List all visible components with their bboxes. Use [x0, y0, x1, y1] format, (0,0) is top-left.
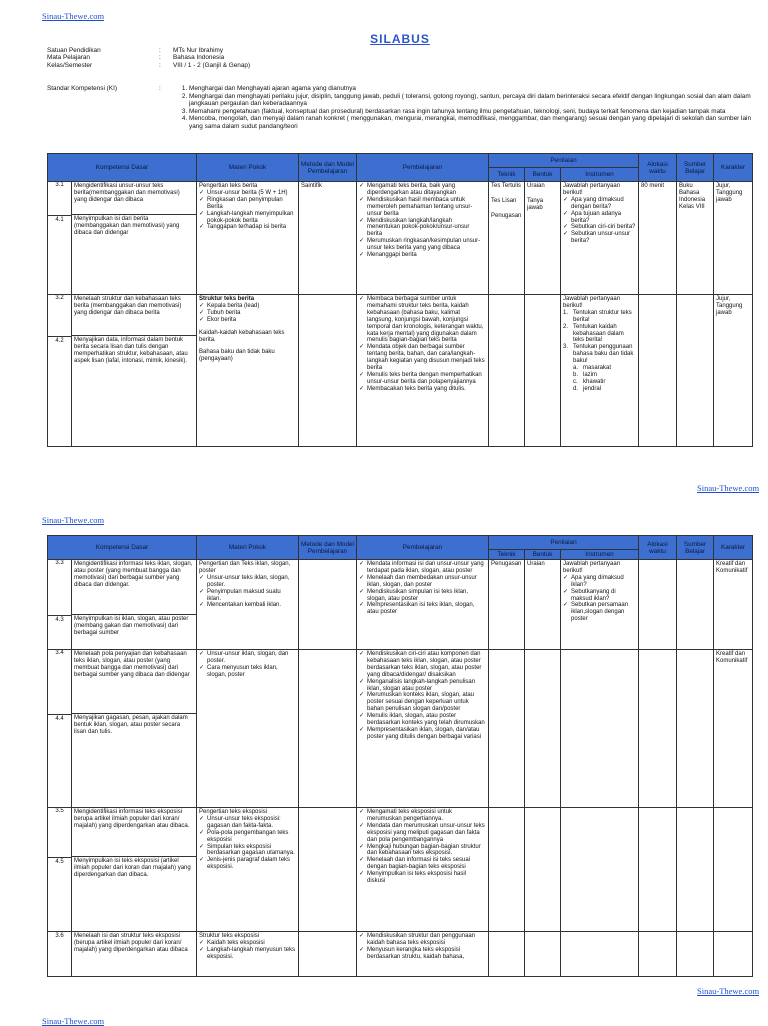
- list-item: ✓ Menelaah dan informasi isi teks sesuai dengan bagian-bagian teks eksposisi: [359, 857, 471, 871]
- table-row: [48, 295, 753, 447]
- materi-cell: Struktur teks berita ✓ Kepala berita (lead) ✓ Tubuh berita ✓ Ekor berita Kaidah-kaidah kebahasaan teks berita. Bahasa baku dan tidak baku (pengayaan): [197, 295, 299, 447]
- kd-number-cell: 3.5 4.5: [48, 808, 72, 932]
- header-instrumen: Instrumen: [561, 168, 639, 182]
- silabus-table-2: [47, 535, 753, 977]
- header-bentuk: Bentuk: [525, 550, 561, 560]
- ki-item: 4. Mencoba, mengolah, dan menyaji dalam ranah konkret ( menggunakan, mengurai, merangkai, memodifikasi, menggambar, dan mengarang) sesuai dengan yang dipelajari di sekolah dan sumber lain yang sama dalam sudut pandang/teori: [189, 115, 752, 129]
- table-row: [48, 182, 753, 295]
- header-karakter: Karakter: [714, 536, 753, 560]
- list-item: ✓ Langkah-langkah menyimpulkan pokok-pokok berita: [199, 210, 294, 224]
- list-item: ✓ Mendiskusikan langkah/langkah menentukan pokok-pokok/unsur-unsur berita: [359, 217, 470, 238]
- silabus-table-1: [47, 153, 753, 447]
- header-materi: Materi Pokok: [197, 154, 299, 182]
- list-item: ✓ Mendiskusikan simpulan isi teks iklan, slogan, atau poster: [359, 588, 469, 602]
- kd-number-cell: 3.3 4.3: [48, 560, 72, 650]
- teknik-cell: Tes Tertulis Tes Lisan Penugasan: [489, 182, 525, 295]
- ki-item: 3. Memahami pengetahuan (faktual, konseptual dan prosedural) berdasarkan rasa ingin tahunya tentang ilmu pengetahuan, teknologi, seni, budaya terkait fenomena dan kejadian tampak mata: [189, 108, 752, 115]
- identity-row: Satuan Pendidikan : MTs Nur Ibrahimy: [47, 47, 224, 54]
- list-item: ✓ Penyimpulan maksud suatu iklan.: [199, 588, 281, 602]
- materi-cell: Pengertian dan Teks iklan, slogan, poster ✓ Unsur-unsur teks iklan, slogan, poster. ✓ Penyimpulan maksud suatu iklan. ✓ Mencentakan kembali iklan.: [197, 560, 299, 650]
- header-teknik: Teknik: [489, 168, 525, 182]
- list-item: ✓ Sebutkan unsur-unsur berita?: [563, 231, 631, 245]
- kd-text-cell: Mengidentifikasi unsur-unsur teks berita(membanggakan dan memotivasi) yang didengar dan dibaca Menyimpulkan isi dari berita (membanggakan dan memotivasi) yang dibaca dan didengar: [72, 182, 197, 295]
- kd-number-cell: 3.6: [48, 932, 72, 977]
- karakter-cell: Kreatif dan Komunikatif: [714, 650, 753, 808]
- kd-text-cell: Mengidentifikasi informasi teks eksposisi berupa artikel ilmiah populer dari koran/ majalah) yang diperdengarkan atau dibaca. Menyimpulkan isi teks eksposisi (artikel ilmiah populer dari koran dan majalah) yang diperdengarkan dan dibaca.: [72, 808, 197, 932]
- list-item: ✓ Pola-pola pengembangan teks eksposisi: [199, 829, 289, 843]
- list-item: ✓ Kaidah teks eksposisi: [199, 939, 265, 946]
- teknik-cell: [489, 295, 525, 447]
- metode-cell: [299, 560, 357, 650]
- list-item: d. jendral: [573, 385, 602, 392]
- list-item: ✓ Jenis-jenis paragraf dalam teks eksposisi.: [199, 857, 291, 871]
- footer-link[interactable]: Sinau-Thewe.com: [697, 986, 760, 996]
- header-alokasi: Alokasi waktu: [639, 536, 677, 560]
- bentuk-cell: [525, 932, 561, 977]
- teknik-cell: [489, 932, 525, 977]
- list-item: ✓ Unsur-unsur teks iklan, slogan, poster.: [199, 574, 290, 588]
- materi-cell: Pengertian teks eksposisi ✓ Unsur-unsur teks eksposisi: gagasan dan fakta-fakta. ✓ Pola-pola pengembangan teks eksposisi ✓ Simpulan teks eksposisi berdasarkan gagasan utamanya. ✓ Jenis-jenis paragraf dalam teks eksposisi.: [197, 808, 299, 932]
- list-item: ✓ Unsur-unsur berita (5 W + 1H): [199, 189, 288, 196]
- list-item: b. lazim: [573, 371, 598, 378]
- list-item: 2. Tentukan kaidah kebahasaan dalam teks berita!: [563, 323, 624, 344]
- list-item: ✓ Apa yang dimaksud dengan berita?: [563, 196, 624, 210]
- list-item: a. masarakat: [573, 365, 612, 372]
- footer-link[interactable]: Sinau-Thewe.com: [697, 483, 760, 493]
- list-item: ✓ Unsur-unsur iklan, slogan, dan poster.: [199, 651, 289, 664]
- karakter-cell: Jujur, Tanggung jawab: [714, 295, 753, 447]
- header-sumber: Sumber Belajar: [677, 154, 714, 182]
- list-item: ✓ Merumuskan konteks iklan, slogan, atau poster sesuai dengan keperluan untuk bahan penulisan slogan dan/poster: [359, 692, 475, 713]
- table-row: [48, 650, 753, 808]
- alokasi-cell: [639, 560, 677, 650]
- list-item: ✓ Menganalisis langkah-langkah penulisan iklan, slogan atau poster: [359, 678, 476, 692]
- list-item: ✓ Simpulan teks eksposisi berdasarkan gagasan utamanya.: [199, 843, 295, 857]
- list-item: ✓ Mendiskusikan hasil membaca untuk memeroleh pemahaman tentang unsur-unsur berita: [359, 196, 473, 217]
- list-item: ✓ Mencentakan kembali iklan.: [199, 602, 282, 609]
- kd-number-cell: 3.1 4.1: [48, 182, 72, 295]
- header-penilaian: Penilaian: [489, 154, 639, 168]
- kd-number-cell: 3.2 4.2: [48, 295, 72, 447]
- list-item: ✓ Menyimpulkan isi teks eksposisi hasil diskusi: [359, 871, 467, 885]
- alokasi-cell: [639, 650, 677, 808]
- pembelajaran-cell: [357, 650, 489, 808]
- header-penilaian: Penilaian: [489, 536, 639, 550]
- pembelajaran-cell: [357, 182, 489, 295]
- list-item: ✓ Menanggapi berita: [359, 252, 417, 259]
- kd-text-cell: Menelaah isi dan struktur teks eksposisi (berupa artikel ilmiah populer dari koran/ majalah) yang diperdengarkan atau dibaca: [72, 932, 197, 977]
- identity-block: [47, 47, 250, 69]
- instrumen-cell: [561, 808, 639, 932]
- bentuk-cell: Uraian: [525, 560, 561, 650]
- list-item: ✓ Menulis teks berita dengan memperhatikan unsur-unsur berita dan polapenyajiannya: [359, 371, 482, 385]
- ki-block: Standar Kompetensi (KI) : 1. Menghargai dan Menghayati ajaran agama yang dianutnya 2. Menghargai dan menghayati perilaku jujur, disiplin, tanggung jawab, peduli ( toleransi, gotong royong), santun, percaya diri dalam berinteraksi secara efektif dengan lingkungan sosial dan alam dalam jangkauan pergaulan dan keberadaannya 3. Memahami pengetahuan (faktual, konseptual dan prosedural) berdasarkan rasa ingin tahunya tentang ilmu pengetahuan, teknologi, seni, budaya terkait fenomena dan kejadian tampak mata 4. Mencoba, mengolah, dan menyaji dalam ranah konkret ( menggunakan, mengurai, merangkai, memodifikasi, menggambar, dan mengarang) sesuai dengan yang dipelajari di sekolah dan sumber lain yang sama dalam sudut pandang/teori: [47, 85, 752, 130]
- sumber-cell: [677, 808, 714, 932]
- kd-text-cell: Mengidentifikasi informasi teks iklan, slogan, atau poster (yang membuat bangga dan memotivasi) dari berbagai sumber yang dibaca dan didengar. Menyimpulkan isi iklan, slogan, atau poster (membang gakan dan memotivasi) dari berbagai sumber: [72, 560, 197, 650]
- list-item: ✓ Sebutkan persamaan iklan,slogan dengan poster: [563, 602, 629, 623]
- header-sumber: Sumber Belajar: [677, 536, 714, 560]
- ki-item: 1. Menghargai dan Menghayati ajaran agama yang dianutnya: [189, 85, 752, 92]
- header-metode: Metode dan Model Pembelajaran: [299, 536, 357, 560]
- table-row: [48, 932, 753, 977]
- list-item: ✓ Sebutkanyang di maksud iklan?: [563, 588, 616, 602]
- list-item: ✓ Kepala berita (lead): [199, 302, 260, 309]
- alokasi-cell: [639, 295, 677, 447]
- pembelajaran-cell: [357, 808, 489, 932]
- header-materi: Materi Pokok: [197, 536, 299, 560]
- table-row: [48, 560, 753, 650]
- list-item: ✓ Menulis iklan, slogan, atau poster berdasarkan konteks yang telah dirumuskan: [359, 713, 485, 727]
- list-item: ✓ Mempresentasikan isi teks iklan, slogan, atau poster: [359, 602, 475, 616]
- list-item: ✓ Menelaah dan membedakan unsur-unsur iklan, slogan, dan poster: [359, 574, 477, 588]
- header-teknik: Teknik: [489, 550, 525, 560]
- page-title: SILABUS: [370, 32, 430, 46]
- list-item: ✓ Ekor berita: [199, 316, 237, 323]
- list-item: ✓ Membaca berbagai sumber untuk memahami struktur teks berita, kaidah kebahasaan (bahasa baku, kalimat langsung, konjungsi bawah, konjungsi temporal dan kronologis, keterangan waktu, kata kerja mental) yang digunakan dalam menulis bagian-bagian teks berita: [359, 296, 484, 344]
- list-item: ✓ Tubuh berita: [199, 309, 241, 316]
- header-link[interactable]: Sinau-Thewe.com: [42, 11, 105, 21]
- list-item: ✓ Apa yang dimaksud iklan?: [563, 574, 624, 588]
- list-item: ✓ Cara menyusun teks iklan, slogan, poster: [199, 664, 278, 678]
- sumber-cell: [677, 295, 714, 447]
- metode-cell: [299, 650, 357, 808]
- list-item: ✓ Merumuskan ringkasan/kesimpulan unsur-unsur teks berita yang yang dibaca: [359, 238, 481, 252]
- ki-item: 2. Menghargai dan menghayati perilaku jujur, disiplin, tanggung jawab, peduli ( toleransi, gotong royong), santun, percaya diri dalam berinteraksi secara efektif dengan lingkungan sosial dan alam dalam jangkauan pergaulan dan keberadaannya: [189, 93, 752, 107]
- bentuk-cell: Uraian Tanya jawab: [525, 182, 561, 295]
- list-item: ✓ Unsur-unsur teks eksposisi: gagasan dan fakta-fakta.: [199, 815, 281, 829]
- header-link[interactable]: Sinau-Thewe.com: [42, 515, 105, 525]
- teknik-cell: [489, 808, 525, 932]
- list-item: ✓ Sebutkan ciri-ciri berita?: [563, 224, 636, 231]
- header-pembelajaran: Pembelajaran: [357, 154, 489, 182]
- materi-cell: Pengertian teks berita ✓ Unsur-unsur berita (5 W + 1H) ✓ Ringkasan dan penyimpulan Berita ✓ Langkah-langkah menyimpulkan pokok-pokok berita ✓ Tanggapan terhadap isi berita: [197, 182, 299, 295]
- karakter-cell: Jujur, Tanggung jawab: [714, 182, 753, 295]
- list-item: ✓ Mendata informasi isi dan unsur-unsur yang terdapat pada iklan, slogan, atau poster: [359, 561, 484, 574]
- header-link[interactable]: Sinau-Thewe.com: [42, 1016, 105, 1026]
- ki-label: Standar Kompetensi (KI): [47, 85, 117, 92]
- metode-cell: [299, 932, 357, 977]
- sumber-cell: Buku Bahasa Indonesia Kelas VIII: [677, 182, 714, 295]
- header-kd: Kompetensi Dasar: [48, 536, 197, 560]
- materi-cell: Struktur teks eksposisi ✓ Kaidah teks eksposisi ✓ Langkah-langkah menyusun teks eksposisi.: [197, 932, 299, 977]
- bentuk-cell: [525, 808, 561, 932]
- list-item: c. khawatir: [573, 378, 606, 385]
- header-instrumen: Instrumen: [561, 550, 639, 560]
- ki-list: [173, 85, 752, 130]
- list-item: ✓ Mempresentasikan iklan, slogan, dan/atau poster yang ditulis dengan berbagai variasi: [359, 726, 482, 740]
- list-item: ✓ Menyusun kerangka teks eksposisi berdasarkan struktu, kaidah bahasa,: [359, 946, 465, 960]
- list-item: ✓ Apa tujuan adanya berita?: [563, 210, 622, 224]
- identity-row: Mata Pelajaran : Bahasa Indonesia: [47, 54, 225, 62]
- metode-cell: Saintifik: [299, 182, 357, 295]
- bentuk-cell: [525, 650, 561, 808]
- list-item: ✓ Mendiskusikan struktur dan penggunaan kaidah bahasa teks eksposisi: [359, 933, 476, 946]
- teknik-cell: Penugasan: [489, 560, 525, 650]
- list-item: ✓ Mengkaji hubungan bagian-bagian struktur dan kebahasaan teks eksposisi.: [359, 843, 481, 857]
- header-karakter: Karakter: [714, 154, 753, 182]
- header-kd: Kompetensi Dasar: [48, 154, 197, 182]
- metode-cell: [299, 808, 357, 932]
- sumber-cell: [677, 560, 714, 650]
- instrumen-cell: [561, 932, 639, 977]
- pembelajaran-cell: [357, 560, 489, 650]
- teknik-cell: [489, 650, 525, 808]
- list-item: ✓ Mendata dan merumuskan unsur-unsur teks eksposisi yang meliputi gagasan dan fakta dan pola pengembangannya: [359, 822, 485, 843]
- metode-cell: [299, 295, 357, 447]
- pembelajaran-cell: [357, 932, 489, 977]
- instrumen-cell: Jawablah pertanyaan berikut! ✓ Apa yang dimaksud dengan berita? ✓ Apa tujuan adanya berita? ✓ Sebutkan ciri-ciri berita? ✓ Sebutkan unsur-unsur berita?: [561, 182, 639, 295]
- kd-number-cell: 3.4 4.4: [48, 650, 72, 808]
- kd-text-cell: Menelaah pola penyajian dan kebahasaan teks iklan, slogan, atau poster (yang membuat bangga dan memotivasi) dari berbagai sumber yang dibaca dan didengar Menyajikan gagasan, pesan, ajakan dalam bentuk iklan, slogan, atau poster secara lisan dan tulis.: [72, 650, 197, 808]
- karakter-cell: [714, 932, 753, 977]
- bentuk-cell: [525, 295, 561, 447]
- header-metode: Metode dan Model Pembelajaran: [299, 154, 357, 182]
- header-alokasi: Alokasi waktu: [639, 154, 677, 182]
- identity-row: Kelas/Semester : VIII / 1 - 2 (Ganjil & Genap): [47, 61, 251, 69]
- header-bentuk: Bentuk: [525, 168, 561, 182]
- alokasi-cell: [639, 808, 677, 932]
- kd-text-cell: Menelaah struktur dan kebahasaan teks berita (membanggakan dan memotivasi) yang didengar dan dibaca berita Menyajikan data, informasi dalam bentuk berita secara lisan dan tulis dengan memperhatikan struktur, kebahasaan, atau aspek lisan (lafal, intonasi, mimik, kinesik).: [72, 295, 197, 447]
- list-item: ✓ Tanggapan terhadap isi berita: [199, 224, 287, 231]
- karakter-cell: [714, 808, 753, 932]
- instrumen-cell: Jawablah pertanyaan berikut! ✓ Apa yang dimaksud iklan? ✓ Sebutkanyang di maksud iklan? ✓ Sebutkan persamaan iklan,slogan dengan poster: [561, 560, 639, 650]
- materi-cell: [197, 650, 299, 808]
- instrumen-cell: [561, 650, 639, 808]
- list-item: ✓ Mendata objek dan berbagai sumber tentang berita, bahan, dan cara/langkah-langkah kegiatan yang disusun menjadi teks berita: [359, 344, 485, 372]
- instrumen-cell: Jawablah pertanyaan berikut! 1. Tentukan struktur teks berita! 2. Tentukan kaidah kebahasaan dalam teks berita! 3. Tentukan penggunaan bahasa baku dan tidak baku! a. masarakat b. lazim c. khawatir d. jendral: [561, 295, 639, 447]
- list-item: ✓ Mengamati teks berita, baik yang diperdengarkan atau ditayangkan: [359, 183, 457, 196]
- list-item: ✓ Ringkasan dan penyimpulan Berita: [199, 196, 283, 210]
- sumber-cell: [677, 650, 714, 808]
- table-row: [48, 808, 753, 932]
- header-pembelajaran: Pembelajaran: [357, 536, 489, 560]
- karakter-cell: Kreatif dan Komunikatif: [714, 560, 753, 650]
- list-item: ✓ Langkah-langkah menyusun teks eksposisi.: [199, 946, 296, 960]
- sumber-cell: [677, 932, 714, 977]
- list-item: ✓ Membacakan teks berita yang ditulis.: [359, 385, 466, 392]
- pembelajaran-cell: [357, 295, 489, 447]
- list-item: 3. Tentukan penggunaan bahasa baku dan tidak baku!: [563, 344, 634, 365]
- alokasi-cell: 80 menit: [639, 182, 677, 295]
- list-item: ✓ Mendiskusikan ciri-ciri atau komponen dan kebahasaan teks iklan, slogan, atau poster berdasarkan teks iklan, slogan, atau poster yang dibaca/didengar/ disaksikan: [359, 651, 482, 678]
- alokasi-cell: [639, 932, 677, 977]
- list-item: 1. Tentukan struktur teks berita!: [563, 309, 632, 323]
- list-item: ✓ Mengamati teks eksposisi untuk merumuskan pengertiannya.: [359, 809, 453, 822]
